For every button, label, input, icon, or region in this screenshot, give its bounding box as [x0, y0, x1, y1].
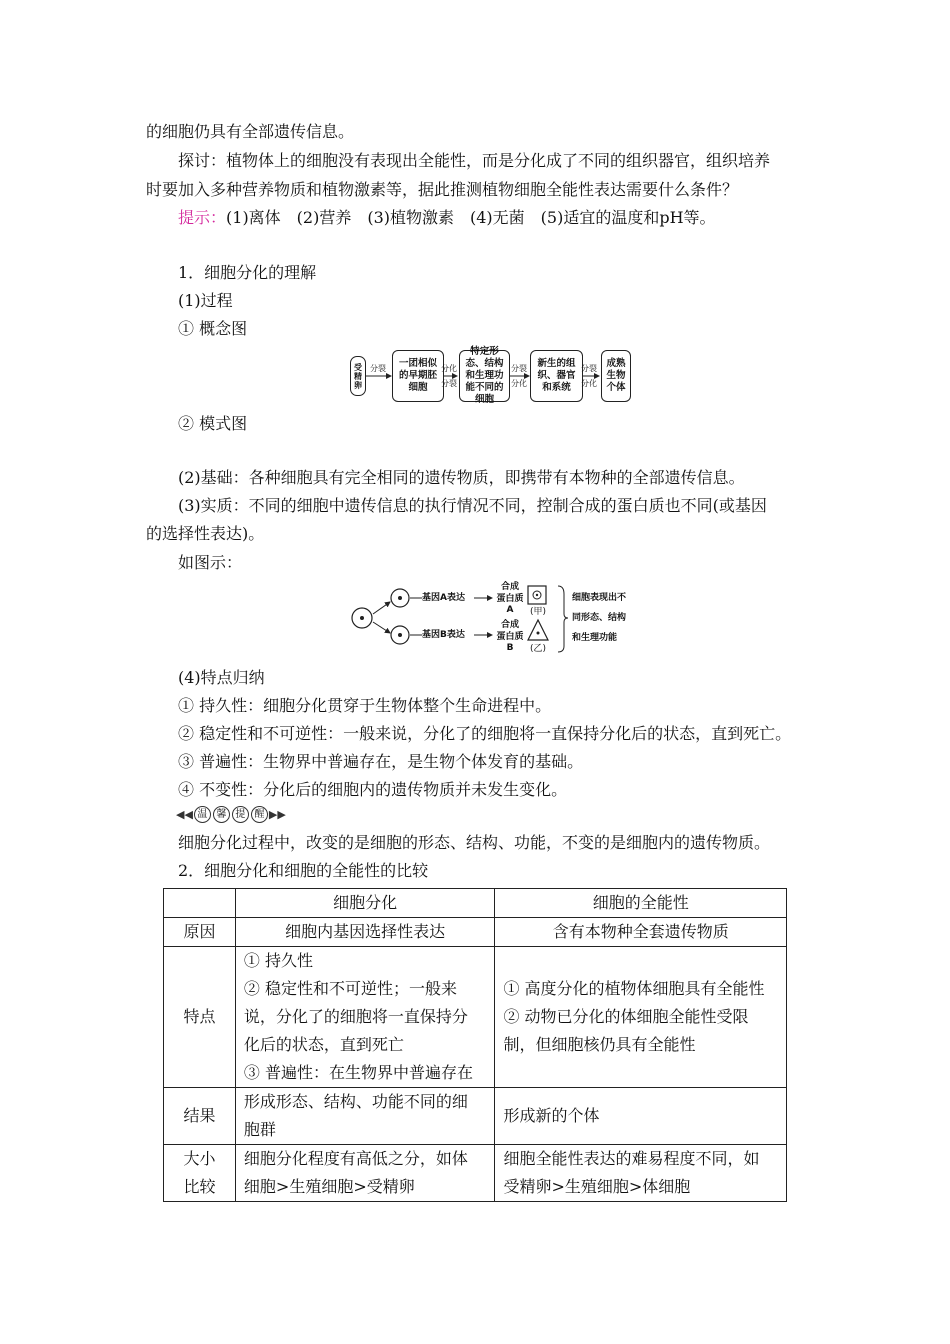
cell-line: 细胞全能性表达的难易程度不同，如: [503, 1149, 760, 1168]
text-line: 探讨：植物体上的细胞没有表现出全能性，而是分化成了不同的组织器官，组织培养: [178, 151, 771, 170]
cell-yi-label: (乙): [529, 644, 547, 654]
text-line: 的选择性表达)。: [146, 524, 265, 543]
arrow-label: 分裂: [370, 364, 386, 373]
tip-char: 醒: [251, 806, 268, 823]
comparison-table: [163, 888, 787, 1202]
protein-label: 蛋白质: [496, 632, 524, 642]
text-line: 时要加入多种营养物质和植物激素等，据此推测植物细胞全能性表达需要什么条件？: [146, 180, 739, 199]
table-header-cell: 细胞分化: [235, 889, 495, 918]
text-line: ③ 普遍性：生物界中普遍存在，是生物个体发育的基础。: [178, 752, 584, 771]
row-label: [164, 1145, 236, 1202]
table-row: [164, 947, 787, 1088]
table-cell: 细胞内基因选择性表达: [235, 918, 495, 947]
tip-text: 细胞分化过程中，改变的是细胞的形态、结构、功能，不变的是细胞内的遗传物质。: [178, 833, 771, 852]
arrow-label: 分化: [581, 379, 597, 388]
hint-label: 提示：: [178, 208, 227, 227]
cell-line: 胞群: [243, 1120, 276, 1139]
concept-map: [350, 348, 630, 404]
table-cell: [495, 947, 787, 1088]
arrow-label: 分化: [511, 379, 527, 388]
text-line: (2)基础：各种细胞具有完全相同的遗传物质，即携带有本物种的全部遗传信息。: [178, 468, 745, 487]
text-line: (3)实质：不同的细胞中遗传信息的执行情况不同，控制合成的蛋白质也不同(或基因: [178, 496, 767, 515]
synth-label: 合成: [500, 582, 519, 592]
double-chevron-right-icon: ▶▶: [268, 807, 286, 821]
cell-line: ① 持久性: [243, 951, 313, 970]
cell-line: 制，但细胞核仍具有全能性: [503, 1035, 696, 1054]
text-line: ④ 不变性：分化后的细胞内的遗传物质并未发生变化。: [178, 780, 568, 799]
gene-b-label: 基因B表达: [422, 630, 465, 640]
tip-char: 提: [232, 806, 249, 823]
tip-badge: [176, 806, 286, 822]
arrow-label: 分裂: [441, 379, 457, 388]
tip-char: 馨: [213, 806, 230, 823]
cell-line: 说，分化了的细胞将一直保持分: [243, 1007, 468, 1026]
concept-box-3: 新生的组织、器官和系统: [530, 350, 583, 402]
concept-start-box: 受精卵: [350, 356, 366, 396]
subheading: ② 模式图: [178, 414, 248, 433]
cell-line: 细胞分化程度有高低之分，如体: [243, 1149, 468, 1168]
arrow-label: 分化: [441, 364, 457, 373]
table-row: [164, 1145, 787, 1202]
subheading: (1)过程: [178, 291, 233, 310]
text-line: 如图示：: [178, 553, 243, 572]
double-chevron-left-icon: ◀◀: [176, 807, 193, 821]
protein-label: 蛋白质: [496, 594, 524, 604]
table-cell: [495, 1088, 787, 1145]
cell-line: ① 高度分化的植物体细胞具有全能性: [503, 979, 765, 998]
table-row: [164, 918, 787, 947]
cell-jia-label: (甲): [529, 607, 547, 617]
row-label: 特点: [164, 947, 236, 1088]
cell-line: 比较: [183, 1177, 216, 1196]
table-cell: [235, 1088, 495, 1145]
protein-a-label: A: [506, 605, 514, 615]
section-heading: 2．细胞分化和细胞的全能性的比较: [178, 861, 429, 880]
cell-line: 化后的状态，直到死亡: [243, 1035, 404, 1054]
result-line: 同形态、结构: [572, 613, 627, 623]
concept-box-1: 一团相似的早期胚细胞: [392, 350, 444, 402]
table-row: [164, 1088, 787, 1145]
row-label: 结果: [164, 1088, 236, 1145]
cell-line: 形成形态、结构、功能不同的细: [243, 1092, 468, 1111]
concept-box-4: 成熟生物个体: [601, 350, 631, 402]
table-cell: [235, 947, 495, 1088]
concept-box-2: 特定形态、结构和生理功能不同的细胞: [459, 350, 510, 402]
text-line: ① 持久性：细胞分化贯穿于生物体整个生命进程中。: [178, 696, 552, 715]
gene-a-label: 基因A表达: [422, 593, 465, 603]
arrow-label: 分裂: [581, 364, 597, 373]
cell-line: ② 动物已分化的体细胞全能性受限: [503, 1007, 749, 1026]
cell-line: 受精卵>生殖细胞>体细胞: [503, 1177, 691, 1196]
gene-expression-diagram: [346, 580, 646, 658]
hint-text: (1)离体 (2)营养 (3)植物激素 (4)无菌 (5)适宜的温度和pH等。: [226, 208, 716, 227]
text-line: ② 稳定性和不可逆性：一般来说，分化了的细胞将一直保持分化后的状态，直到死亡。: [178, 724, 792, 743]
row-label: 原因: [164, 918, 236, 947]
table-header-cell: 细胞的全能性: [495, 889, 787, 918]
arrow-label: 分裂: [511, 364, 527, 373]
cell-line: ③ 普遍性：在生物界中普遍存在: [243, 1063, 473, 1082]
text-line: 的细胞仍具有全部遗传信息。: [146, 122, 355, 141]
subheading: ① 概念图: [178, 319, 248, 338]
result-line: 和生理功能: [572, 633, 618, 643]
hint-line: [178, 208, 716, 228]
table-header-cell: [164, 889, 236, 918]
table-cell: [495, 1145, 787, 1202]
table-cell: [235, 1145, 495, 1202]
cell-line: 细胞>生殖细胞>受精卵: [243, 1177, 415, 1196]
table-header-row: [164, 889, 787, 918]
cell-line: 大小: [183, 1149, 216, 1168]
table-cell: 含有本物种全套遗传物质: [495, 918, 787, 947]
result-line: 细胞表现出不: [572, 593, 627, 603]
cell-line: 形成新的个体: [503, 1106, 600, 1125]
synth-label: 合成: [500, 620, 519, 630]
tip-char: 温: [194, 806, 211, 823]
subheading: (4)特点归纳: [178, 668, 265, 687]
section-heading: 1．细胞分化的理解: [178, 263, 317, 282]
protein-b-label: B: [506, 643, 514, 653]
cell-line: ② 稳定性和不可逆性；一般来: [243, 979, 457, 998]
